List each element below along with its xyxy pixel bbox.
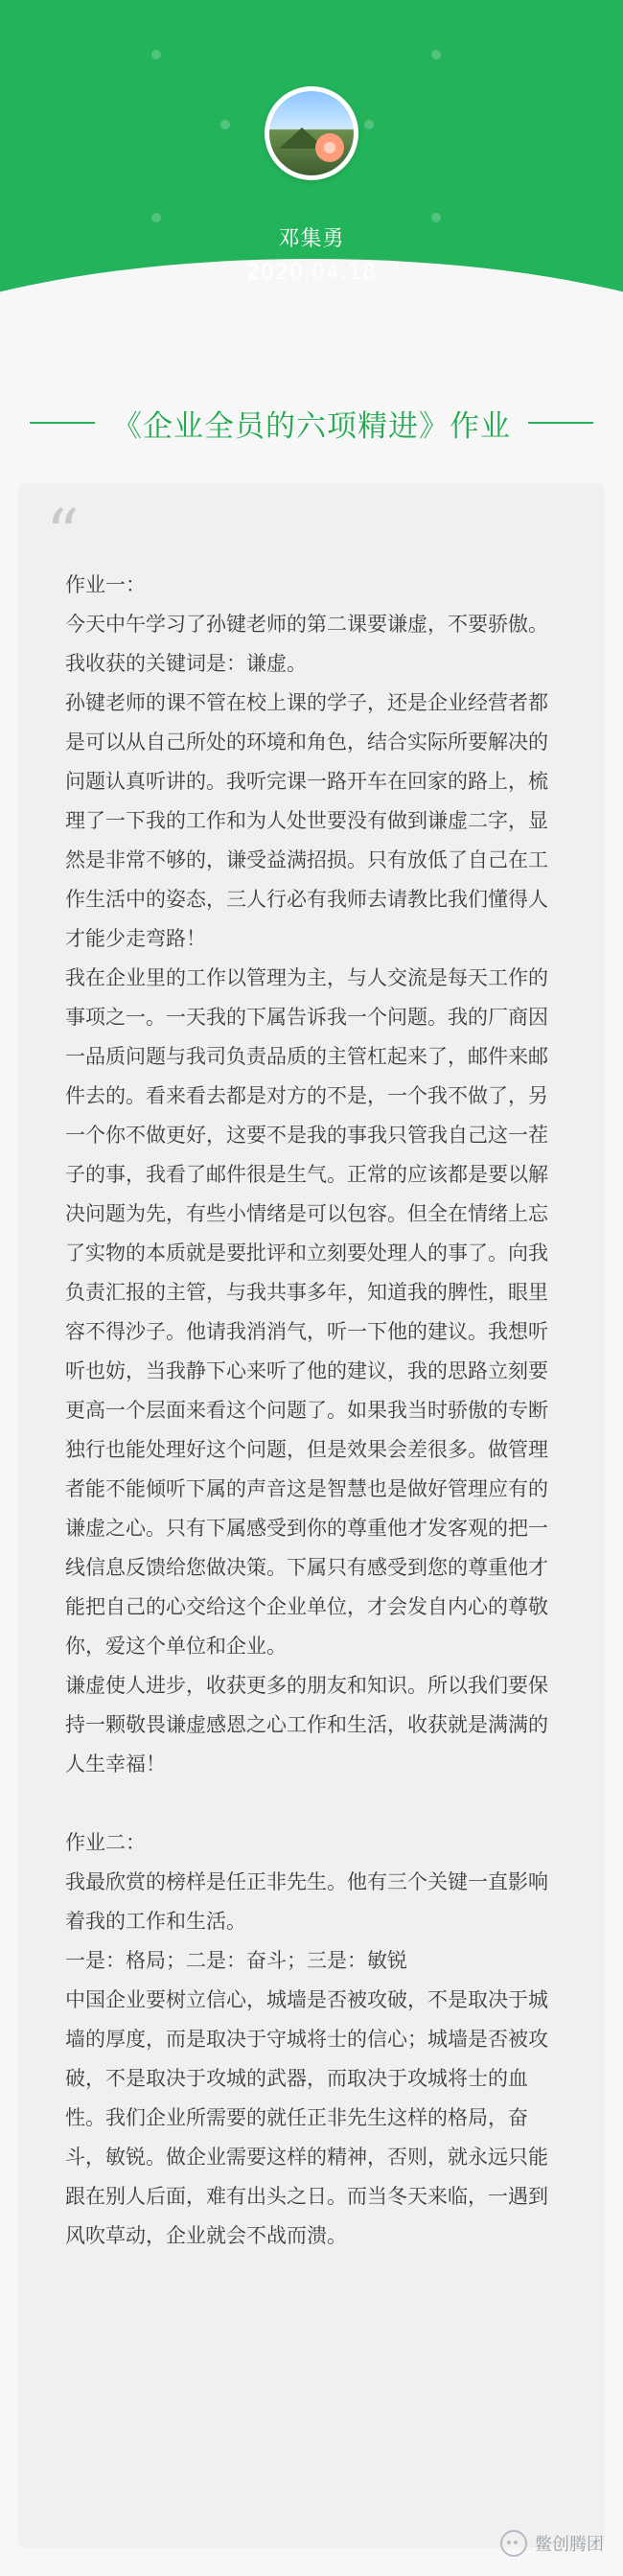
decorative-dot xyxy=(431,50,441,59)
wechat-icon xyxy=(500,2530,527,2557)
title-right-rule xyxy=(528,422,593,424)
decorative-dot xyxy=(364,120,374,129)
decorative-dot xyxy=(151,50,161,59)
sun-shape xyxy=(315,133,344,162)
quote-mark-icon: “ xyxy=(46,497,80,572)
title-row xyxy=(0,399,623,447)
avatar xyxy=(265,86,358,180)
decorative-dot xyxy=(151,213,161,222)
profile-header xyxy=(0,0,623,364)
author-name: 邓集勇 xyxy=(278,227,345,251)
decorative-dot xyxy=(220,120,230,129)
title-left-rule xyxy=(30,422,95,424)
article-body: 作业一： 今天中午学习了孙键老师的第二课要谦虚，不要骄傲。我收获的关键词是：谦虚。 孙键老师的课不管在校上课的学子，还是企业经营者都是可以从自己所处的环境和角色，结合实际所要解决的问题认真听讲的。我听完课一路开车在回家的路上，梳理了一下我的工作和为人处世要没有做到谦虚二字，显然是非常不够的，谦受益满招损。只有放低了自己在工作生活中的姿态，三人行必有我师去请教比我们懂得人才能少走弯路！ 我在企业里的工作以管理为主，与人交流是每天工作的事项之一。一天我的下属告诉我一个问题。我的厂商因一品质问题与我司负责品质的主管杠起来了，邮件来邮件去的。看来看去都是对方的不是，一个我不做了，另一个你不做更好，这要不是我的事我只管我自己这一茬子的事，我看了邮件很是生气。正常的应该都是要以解决问题为先，有些小情绪是可以包容。但全在情绪上忘了实物的本质就是要批评和立刻要处理人的事了。向我负责汇报的主管，与我共事多年，知道我的脾性，眼里容不得沙子。他请我消消气，听一下他的建议。我想听听也妨，当我静下心来听了他的建议，我的思路立刻要更高一个层面来看这个问题了。如果我当时骄傲的专断独行也能处理好这个问题，但是效果会差很多。做管理者能不能倾听下属的声音这是智慧也是做好管理应有的谦虚之心。只有下属感受到你的尊重他才发客观的把一线信息反馈给您做决策。下属只有感受到您的尊重他才能把自己的心交给这个企业单位，才会发自内心的尊敬你，爱这个单位和企业。 谦虚使人进步，收获更多的朋友和知识。所以我们要保持一颗敬畏谦虚感恩之心工作和生活，收获就是满满的人生幸福！ 作业二： 我最欣赏的榜样是任正非先生。他有三个关键一直影响着我的工作和生活。 一是：格局；二是：奋斗；三是：敏锐 中国企业要树立信心，城墙是否被攻破，不是取决于城墙的厚度，而是取决于守城将士的信心；城墙是否被攻破，不是取决于攻城的武器，而取决于攻城将士的血性。我们企业所需要的就任正非先生这样的格局，奋斗，敏锐。做企业需要这样的精神，否则，就永远只能跟在别人后面，难有出头之日。而当冬天来临，一遇到风吹草动，企业就会不战而溃。 xyxy=(65,573,548,2247)
watermark xyxy=(500,2530,604,2557)
article-title: 《企业全员的六项精进》作业 xyxy=(112,408,511,444)
avatar-image xyxy=(269,91,354,175)
post-date: 2020.04.18 xyxy=(246,261,377,285)
decorative-dot xyxy=(431,213,441,222)
watermark-text: 鳖创腾团 xyxy=(535,2535,604,2555)
